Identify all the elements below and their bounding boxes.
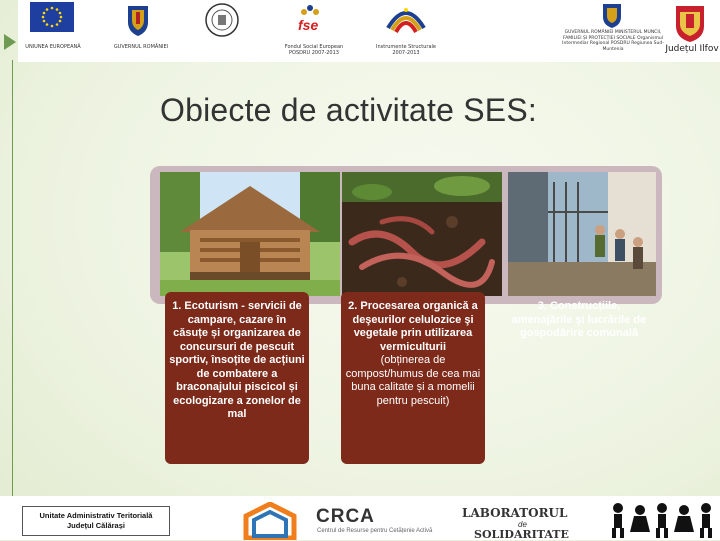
earthworms-compost-photo: [342, 172, 502, 296]
activity-card-ecotourism-text: 1. Ecoturism - servicii de campare, cazare în căsuțe și organizarea de concursuri de pescuit sportiv, însoțite de acțiuni de combatere a braconajului piscicol și ecologizare a zonelor de mal: [169, 300, 305, 420]
slide-side-line: [12, 60, 13, 510]
romania-coat-of-arms-icon: [124, 2, 152, 38]
fse-logo-icon: [292, 2, 332, 36]
activity-card-ecotourism: [165, 292, 309, 464]
activity-card-construction: [507, 292, 651, 384]
ilfov-coat-of-arms-icon: [672, 2, 708, 44]
gov-caption: GUVERNUL ROMÂNIEI: [113, 44, 169, 50]
eu-flag-icon: [30, 2, 74, 32]
eu-caption: UNIUNEA EUROPEANĂ: [25, 44, 81, 50]
wooden-cabin-photo: [160, 172, 340, 296]
laborator-de: de: [518, 520, 527, 529]
uat-line2: Județul Călărași: [67, 521, 125, 530]
ministry-coat-of-arms-icon: [600, 2, 624, 30]
slide-bullet-arrow: [4, 34, 16, 50]
ministry-caption: GUVERNUL ROMÂNIEI MINISTERUL MUNCII, FAMILIEI ȘI PROTECȚIEI SOCIALE Organismul Intermediar Regional POSDRU Regiunea Sud-Muntenia: [562, 30, 664, 52]
uat-calarasi-logo: [22, 506, 170, 536]
activity-card-vermiculture: [341, 292, 485, 464]
crca-hexagon-logo-icon: [238, 502, 302, 540]
construction-workers-photo: [508, 172, 656, 296]
slide-title: Obiecte de activitate SES:: [160, 92, 537, 128]
structural-instruments-icon: [384, 2, 428, 38]
fse-caption: Fondul Social European POSDRU 2007-2013: [284, 44, 344, 56]
crca-name: CRCA: [316, 506, 375, 527]
ilfov-caption: Județul Ilfov: [665, 44, 719, 54]
laborator-title: LABORATORUL: [462, 506, 568, 520]
activity-card-vermiculture-sub: (obținerea de compost/humus de cea mai buna calitate și a momelii pentru pescuit): [345, 354, 481, 407]
svg-text:fse: fse: [298, 17, 319, 33]
crca-subtitle: Centrul de Resurse pentru Cetățenie Activă: [317, 528, 433, 534]
logo-strip: [18, 0, 720, 62]
laborator-subtitle: SOLIDARITATE: [474, 528, 569, 541]
uat-line1: Unitate Administrativ Teritorială: [39, 511, 153, 520]
children-silhouettes-logo-icon: [606, 500, 716, 540]
activity-card-vermiculture-title: 2. Procesarea organică a deşeurilor celulozice şi vegetale prin utilizarea vermiculturii: [348, 300, 478, 353]
structural-caption: Instrumente Structurale 2007-2013: [376, 44, 436, 56]
round-seal-icon: [204, 2, 240, 38]
activity-card-construction-text: 3. Construcțiile, amenajările şi lucrările de gospodărire comunală: [511, 300, 647, 339]
